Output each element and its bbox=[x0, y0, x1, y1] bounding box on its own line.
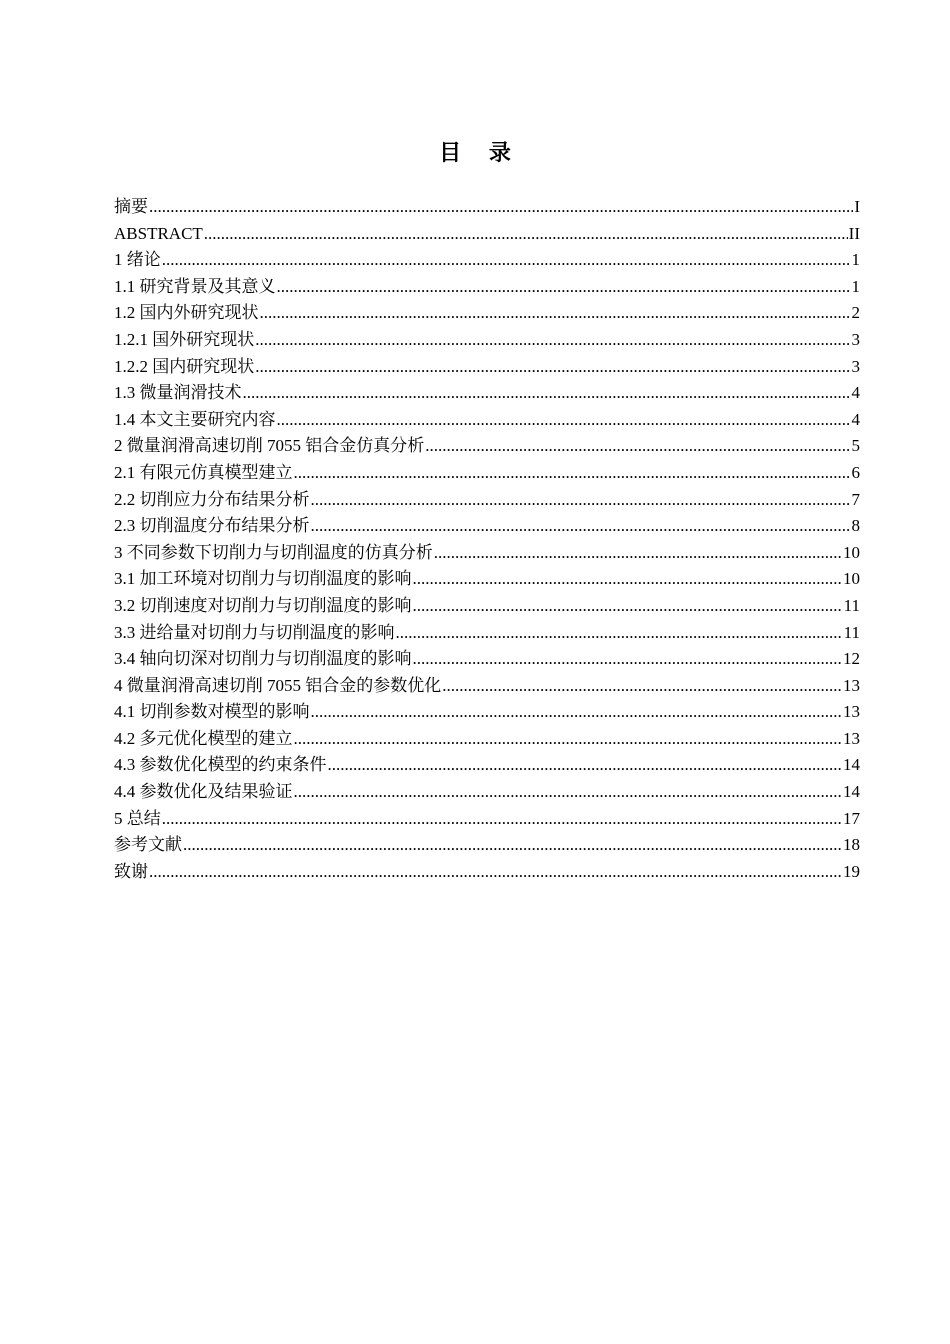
toc-leader-dots bbox=[413, 566, 843, 593]
toc-entry-label: 3.2 切削速度对切削力与切削温度的影响 bbox=[114, 595, 412, 615]
toc-entry-page: 12 bbox=[843, 649, 860, 669]
toc-entry-page: 14 bbox=[843, 782, 860, 802]
toc-entry[interactable] bbox=[114, 327, 860, 354]
toc-entry[interactable] bbox=[114, 540, 860, 567]
toc-entry[interactable] bbox=[114, 407, 860, 434]
toc-leader-dots bbox=[277, 407, 851, 434]
toc-leader-dots bbox=[311, 513, 851, 540]
toc-entry-label: 摘要 bbox=[114, 197, 148, 216]
toc-entry-page: 1 bbox=[851, 276, 860, 296]
toc-entry[interactable] bbox=[114, 513, 860, 540]
toc-leader-dots bbox=[183, 832, 842, 859]
toc-entry[interactable] bbox=[114, 433, 860, 460]
toc-leader-dots bbox=[294, 726, 843, 753]
toc-entry-label: 2 微量润滑高速切削 7055 铝合金仿真分析 bbox=[114, 436, 425, 456]
toc-entry[interactable] bbox=[114, 593, 860, 620]
toc-entry-page: 3 bbox=[851, 329, 860, 349]
toc-entry-label: 4.3 参数优化模型的约束条件 bbox=[114, 755, 327, 775]
toc-leader-dots bbox=[434, 540, 842, 567]
toc-leader-dots bbox=[311, 487, 851, 514]
toc-entry[interactable] bbox=[114, 859, 860, 886]
toc-entry-page: 17 bbox=[843, 808, 860, 828]
toc-entry-page: 18 bbox=[843, 835, 860, 855]
toc-entry-page: I bbox=[854, 197, 860, 216]
toc-entry[interactable] bbox=[114, 646, 860, 673]
toc-entry-label: 5 总结 bbox=[114, 808, 161, 828]
toc-entry-label: 2.2 切削应力分布结果分析 bbox=[114, 489, 310, 509]
toc-entry-page: 14 bbox=[843, 755, 860, 775]
toc-title: 目 录 bbox=[439, 141, 521, 166]
toc-entry-label: 致谢 bbox=[114, 861, 148, 881]
toc-entry[interactable] bbox=[114, 726, 860, 753]
toc-entry[interactable] bbox=[114, 779, 860, 806]
toc-entry[interactable] bbox=[114, 832, 860, 859]
toc-entry-page: 10 bbox=[843, 569, 860, 589]
toc-entry-label: 3 不同参数下切削力与切削温度的仿真分析 bbox=[114, 542, 433, 562]
toc-entry-label: 1.2.2 国内研究现状 bbox=[114, 356, 255, 376]
toc-leader-dots bbox=[425, 433, 850, 460]
toc-entry-page: 19 bbox=[843, 861, 860, 881]
toc-leader-dots bbox=[255, 354, 850, 381]
toc-entry-page: 7 bbox=[851, 489, 860, 509]
toc-entry-page: 6 bbox=[851, 462, 860, 482]
toc-entry-label: 参考文献 bbox=[114, 835, 182, 855]
toc-entry[interactable] bbox=[114, 194, 860, 221]
toc-entry-page: 13 bbox=[843, 728, 860, 748]
toc-entry-label: 3.3 进给量对切削力与切削温度的影响 bbox=[114, 622, 395, 642]
toc-leader-dots bbox=[311, 699, 843, 726]
toc-entry-page: 4 bbox=[851, 409, 860, 429]
toc-leader-dots bbox=[396, 620, 843, 647]
toc-entry-page: 1 bbox=[851, 250, 860, 270]
toc-entry[interactable] bbox=[114, 566, 860, 593]
toc-entry-label: 2.1 有限元仿真模型建立 bbox=[114, 462, 293, 482]
toc-entry-label: ABSTRACT bbox=[114, 223, 203, 243]
toc-leader-dots bbox=[328, 752, 843, 779]
toc-leader-dots bbox=[442, 673, 842, 700]
toc-entry-label: 3.4 轴向切深对切削力与切削温度的影响 bbox=[114, 649, 412, 669]
toc-entry-page: 10 bbox=[843, 542, 860, 562]
toc-entry[interactable] bbox=[114, 354, 860, 381]
toc-entry-label: 1.2 国内外研究现状 bbox=[114, 303, 259, 323]
toc-entry[interactable] bbox=[114, 274, 860, 301]
toc-entry[interactable] bbox=[114, 699, 860, 726]
toc-leader-dots bbox=[413, 646, 843, 673]
toc-entry-page: 13 bbox=[843, 675, 860, 695]
toc-leader-dots bbox=[204, 221, 848, 248]
toc-entry[interactable] bbox=[114, 752, 860, 779]
toc-leader-dots bbox=[149, 859, 842, 886]
toc-entry-label: 1 绪论 bbox=[114, 250, 161, 270]
toc-leader-dots bbox=[149, 194, 853, 221]
toc-entry-label: 4.1 切削参数对模型的影响 bbox=[114, 702, 310, 722]
toc-entry-label: 1.3 微量润滑技术 bbox=[114, 383, 242, 403]
toc-entry-label: 1.1 研究背景及其意义 bbox=[114, 276, 276, 296]
toc-entry-page: 8 bbox=[851, 516, 860, 536]
toc-entry-page: 13 bbox=[843, 702, 860, 722]
toc-entry-page: 3 bbox=[851, 356, 860, 376]
toc-entry[interactable] bbox=[114, 673, 860, 700]
toc-entry-label: 4.4 参数优化及结果验证 bbox=[114, 782, 293, 802]
toc-entry-label: 3.1 加工环境对切削力与切削温度的影响 bbox=[114, 569, 412, 589]
toc-entry-page: 11 bbox=[843, 622, 860, 642]
toc-list bbox=[114, 194, 860, 885]
toc-entry-page: II bbox=[848, 223, 860, 243]
toc-entry[interactable] bbox=[114, 487, 860, 514]
toc-leader-dots bbox=[243, 380, 851, 407]
toc-entry-label: 1.4 本文主要研究内容 bbox=[114, 409, 276, 429]
toc-leader-dots bbox=[413, 593, 843, 620]
toc-leader-dots bbox=[255, 327, 850, 354]
toc-entry[interactable] bbox=[114, 620, 860, 647]
toc-leader-dots bbox=[162, 247, 851, 274]
toc-entry-page: 5 bbox=[851, 436, 860, 456]
toc-entry-label: 4.2 多元优化模型的建立 bbox=[114, 728, 293, 748]
toc-entry-page: 11 bbox=[843, 595, 860, 615]
toc-entry[interactable] bbox=[114, 300, 860, 327]
toc-entry-label: 1.2.1 国外研究现状 bbox=[114, 329, 255, 349]
toc-entry[interactable] bbox=[114, 380, 860, 407]
toc-leader-dots bbox=[277, 274, 851, 301]
toc-entry[interactable] bbox=[114, 460, 860, 487]
toc-entry[interactable] bbox=[114, 221, 860, 248]
toc-entry-page: 2 bbox=[851, 303, 860, 323]
toc-entry-page: 4 bbox=[851, 383, 860, 403]
toc-leader-dots bbox=[260, 300, 851, 327]
toc-leader-dots bbox=[294, 779, 843, 806]
toc-entry-label: 4 微量润滑高速切削 7055 铝合金的参数优化 bbox=[114, 675, 442, 695]
toc-entry[interactable] bbox=[114, 247, 860, 274]
toc-leader-dots bbox=[294, 460, 851, 487]
toc-leader-dots bbox=[162, 806, 842, 833]
toc-entry-label: 2.3 切削温度分布结果分析 bbox=[114, 516, 310, 536]
toc-entry[interactable] bbox=[114, 806, 860, 833]
